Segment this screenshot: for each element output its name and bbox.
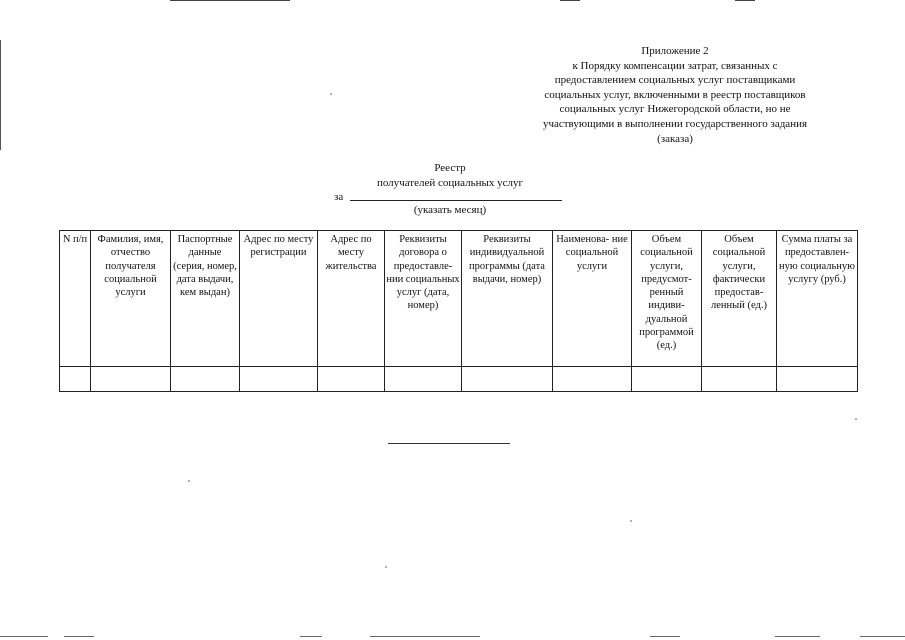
appendix-header xyxy=(505,44,845,146)
closing-divider xyxy=(388,443,510,444)
appendix-line: социальных услуг, включенными в реестр поставщиков xyxy=(544,88,806,101)
scan-speck xyxy=(330,93,332,95)
table-cell xyxy=(171,367,240,392)
appendix-line: к Порядку компенсации затрат, связанных с xyxy=(572,59,778,72)
scan-edge-bottom xyxy=(0,636,48,637)
scan-edge-bottom xyxy=(860,636,905,637)
table-cell xyxy=(60,367,91,392)
table-header-row xyxy=(60,231,858,367)
table-cell xyxy=(240,367,318,392)
column-header-registration-address: Адрес по месту регистрации xyxy=(240,231,318,367)
table-cell xyxy=(385,367,462,392)
appendix-line: (заказа) xyxy=(657,132,693,145)
table-cell xyxy=(91,367,171,392)
scan-edge-top xyxy=(170,0,290,1)
table-cell xyxy=(462,367,553,392)
registry-subtitle: получателей социальных услуг xyxy=(376,176,524,189)
column-header-full-name: Фамилия, имя, отчество получателя социальной услуги xyxy=(91,231,171,367)
table-cell xyxy=(318,367,385,392)
appendix-line: Приложение 2 xyxy=(641,45,709,57)
scan-speck xyxy=(188,480,190,482)
scan-edge-bottom xyxy=(64,636,94,637)
scan-edge-bottom xyxy=(775,636,820,637)
column-header-residence-address: Адрес по месту жительства xyxy=(318,231,385,367)
scan-edge-bottom xyxy=(650,636,680,637)
scan-edge-bottom xyxy=(370,636,480,637)
period-field xyxy=(334,190,594,204)
scan-edge-left xyxy=(0,40,1,150)
column-header-passport: Паспортные данные (серия, номер, дата выдачи, кем выдан) xyxy=(171,231,240,367)
column-header-planned-volume: Объем социальной услуги, предусмот- ренный индиви- дуальной программой (ед.) xyxy=(632,231,702,367)
table-row xyxy=(60,367,858,392)
table-cell xyxy=(553,367,632,392)
column-header-service-name: Наименова- ние социальной услуги xyxy=(553,231,632,367)
period-blank-line xyxy=(350,200,562,201)
scan-edge-top xyxy=(735,0,755,1)
column-header-actual-volume: Объем социальной услуги, фактически предостав- ленный (ед.) xyxy=(702,231,777,367)
table-cell xyxy=(777,367,858,392)
scan-speck xyxy=(855,418,857,420)
period-prefix: за xyxy=(334,191,344,203)
scan-speck xyxy=(385,566,387,568)
table-cell xyxy=(702,367,777,392)
appendix-line: предоставлением социальных услуг поставщиками xyxy=(554,74,796,87)
column-header-contract-details: Реквизиты договора о предоставле- нии социальных услуг (дата, номер) xyxy=(385,231,462,367)
appendix-line: социальных услуг Нижегородской области, но не xyxy=(559,103,791,116)
registry-title: Реестр xyxy=(434,162,466,174)
scan-edge-top xyxy=(560,0,580,1)
recipients-table xyxy=(59,230,858,392)
table-cell xyxy=(632,367,702,392)
scan-edge-bottom xyxy=(300,636,322,637)
appendix-line: участвующими в выполнении государственного задания xyxy=(542,117,808,130)
registry-heading xyxy=(300,161,600,190)
period-hint: (указать месяц) xyxy=(413,204,487,216)
scan-speck xyxy=(630,520,632,522)
column-header-program-details: Реквизиты индивидуальной программы (дата выдачи, номер) xyxy=(462,231,553,367)
column-header-payment-amount: Сумма платы за предоставлен- ную социальную услугу (руб.) xyxy=(777,231,858,367)
column-header-number: N п/п xyxy=(60,231,91,367)
